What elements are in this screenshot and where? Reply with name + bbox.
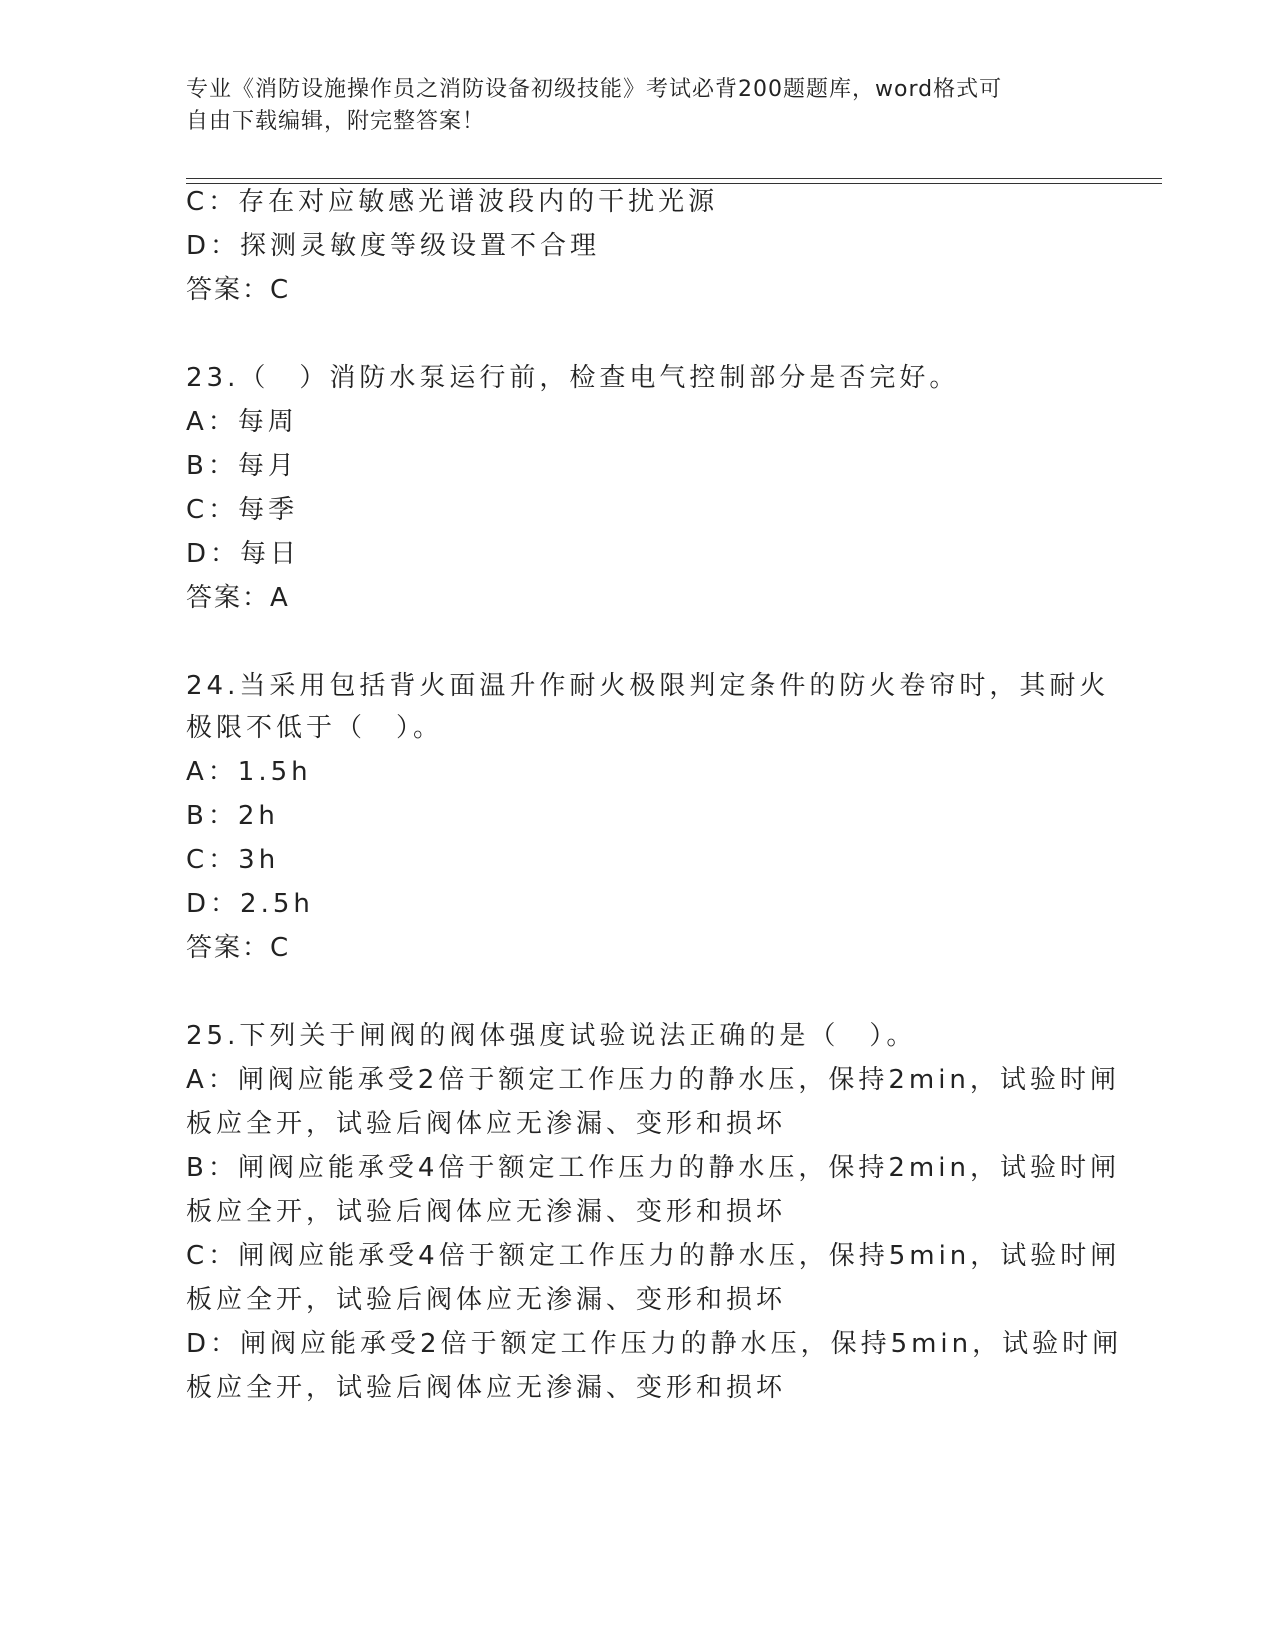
q25-question: 25.下列关于闸阀的阀体强度试验说法正确的是（ ）。 bbox=[186, 1021, 917, 1051]
q24-option-c: C：3h bbox=[186, 845, 280, 875]
document-header bbox=[186, 74, 1086, 138]
q25-option-c-line-2: 板应全开，试验后阀体应无渗漏、变形和损坏 bbox=[186, 1285, 787, 1315]
q23-option-b: B：每月 bbox=[186, 451, 298, 481]
q25-option-b-line-2: 板应全开，试验后阀体应无渗漏、变形和损坏 bbox=[186, 1197, 787, 1227]
q25-option-b-line-1: B：闸阀应能承受4倍于额定工作压力的静水压，保持2min，试验时闸 bbox=[186, 1153, 1120, 1183]
q25-option-a-line-2: 板应全开，试验后阀体应无渗漏、变形和损坏 bbox=[186, 1109, 787, 1139]
q23-option-d: D：每日 bbox=[186, 539, 301, 569]
q22-answer: 答案：C bbox=[186, 275, 291, 305]
q23-question: 23.（ ）消防水泵运行前，检查电气控制部分是否完好。 bbox=[186, 363, 960, 393]
q24-option-b: B：2h bbox=[186, 801, 279, 831]
q24-question-line-1: 24.当采用包括背火面温升作耐火极限判定条件的防火卷帘时，其耐火 bbox=[186, 671, 1110, 701]
q25-option-d-line-2: 板应全开，试验后阀体应无渗漏、变形和损坏 bbox=[186, 1373, 787, 1403]
q25-option-a-line-1: A：闸阀应能承受2倍于额定工作压力的静水压，保持2min，试验时闸 bbox=[186, 1065, 1120, 1095]
header-divider-top bbox=[186, 178, 1162, 179]
q24-answer: 答案：C bbox=[186, 933, 291, 963]
q25-option-c-line-1: C：闸阀应能承受4倍于额定工作压力的静水压，保持5min，试验时闸 bbox=[186, 1241, 1121, 1271]
q25-option-d-line-1: D：闸阀应能承受2倍于额定工作压力的静水压，保持5min，试验时闸 bbox=[186, 1329, 1123, 1359]
q24-question-line-2: 极限不低于（ ）。 bbox=[186, 713, 444, 743]
header-line-1: 专业《消防设施操作员之消防设备初级技能》考试必背200题题库，word格式可 bbox=[186, 77, 1003, 102]
q24-option-d: D：2.5h bbox=[186, 889, 314, 919]
q23-answer: 答案：A bbox=[186, 583, 290, 613]
q22-option-d: D：探测灵敏度等级设置不合理 bbox=[186, 231, 601, 261]
q22-option-c: C：存在对应敏感光谱波段内的干扰光源 bbox=[186, 187, 719, 217]
header-line-2: 自由下载编辑，附完整答案！ bbox=[186, 109, 486, 134]
q23-option-c: C：每季 bbox=[186, 495, 299, 525]
q23-option-a: A：每周 bbox=[186, 407, 298, 437]
q24-option-a: A：1.5h bbox=[186, 757, 312, 787]
